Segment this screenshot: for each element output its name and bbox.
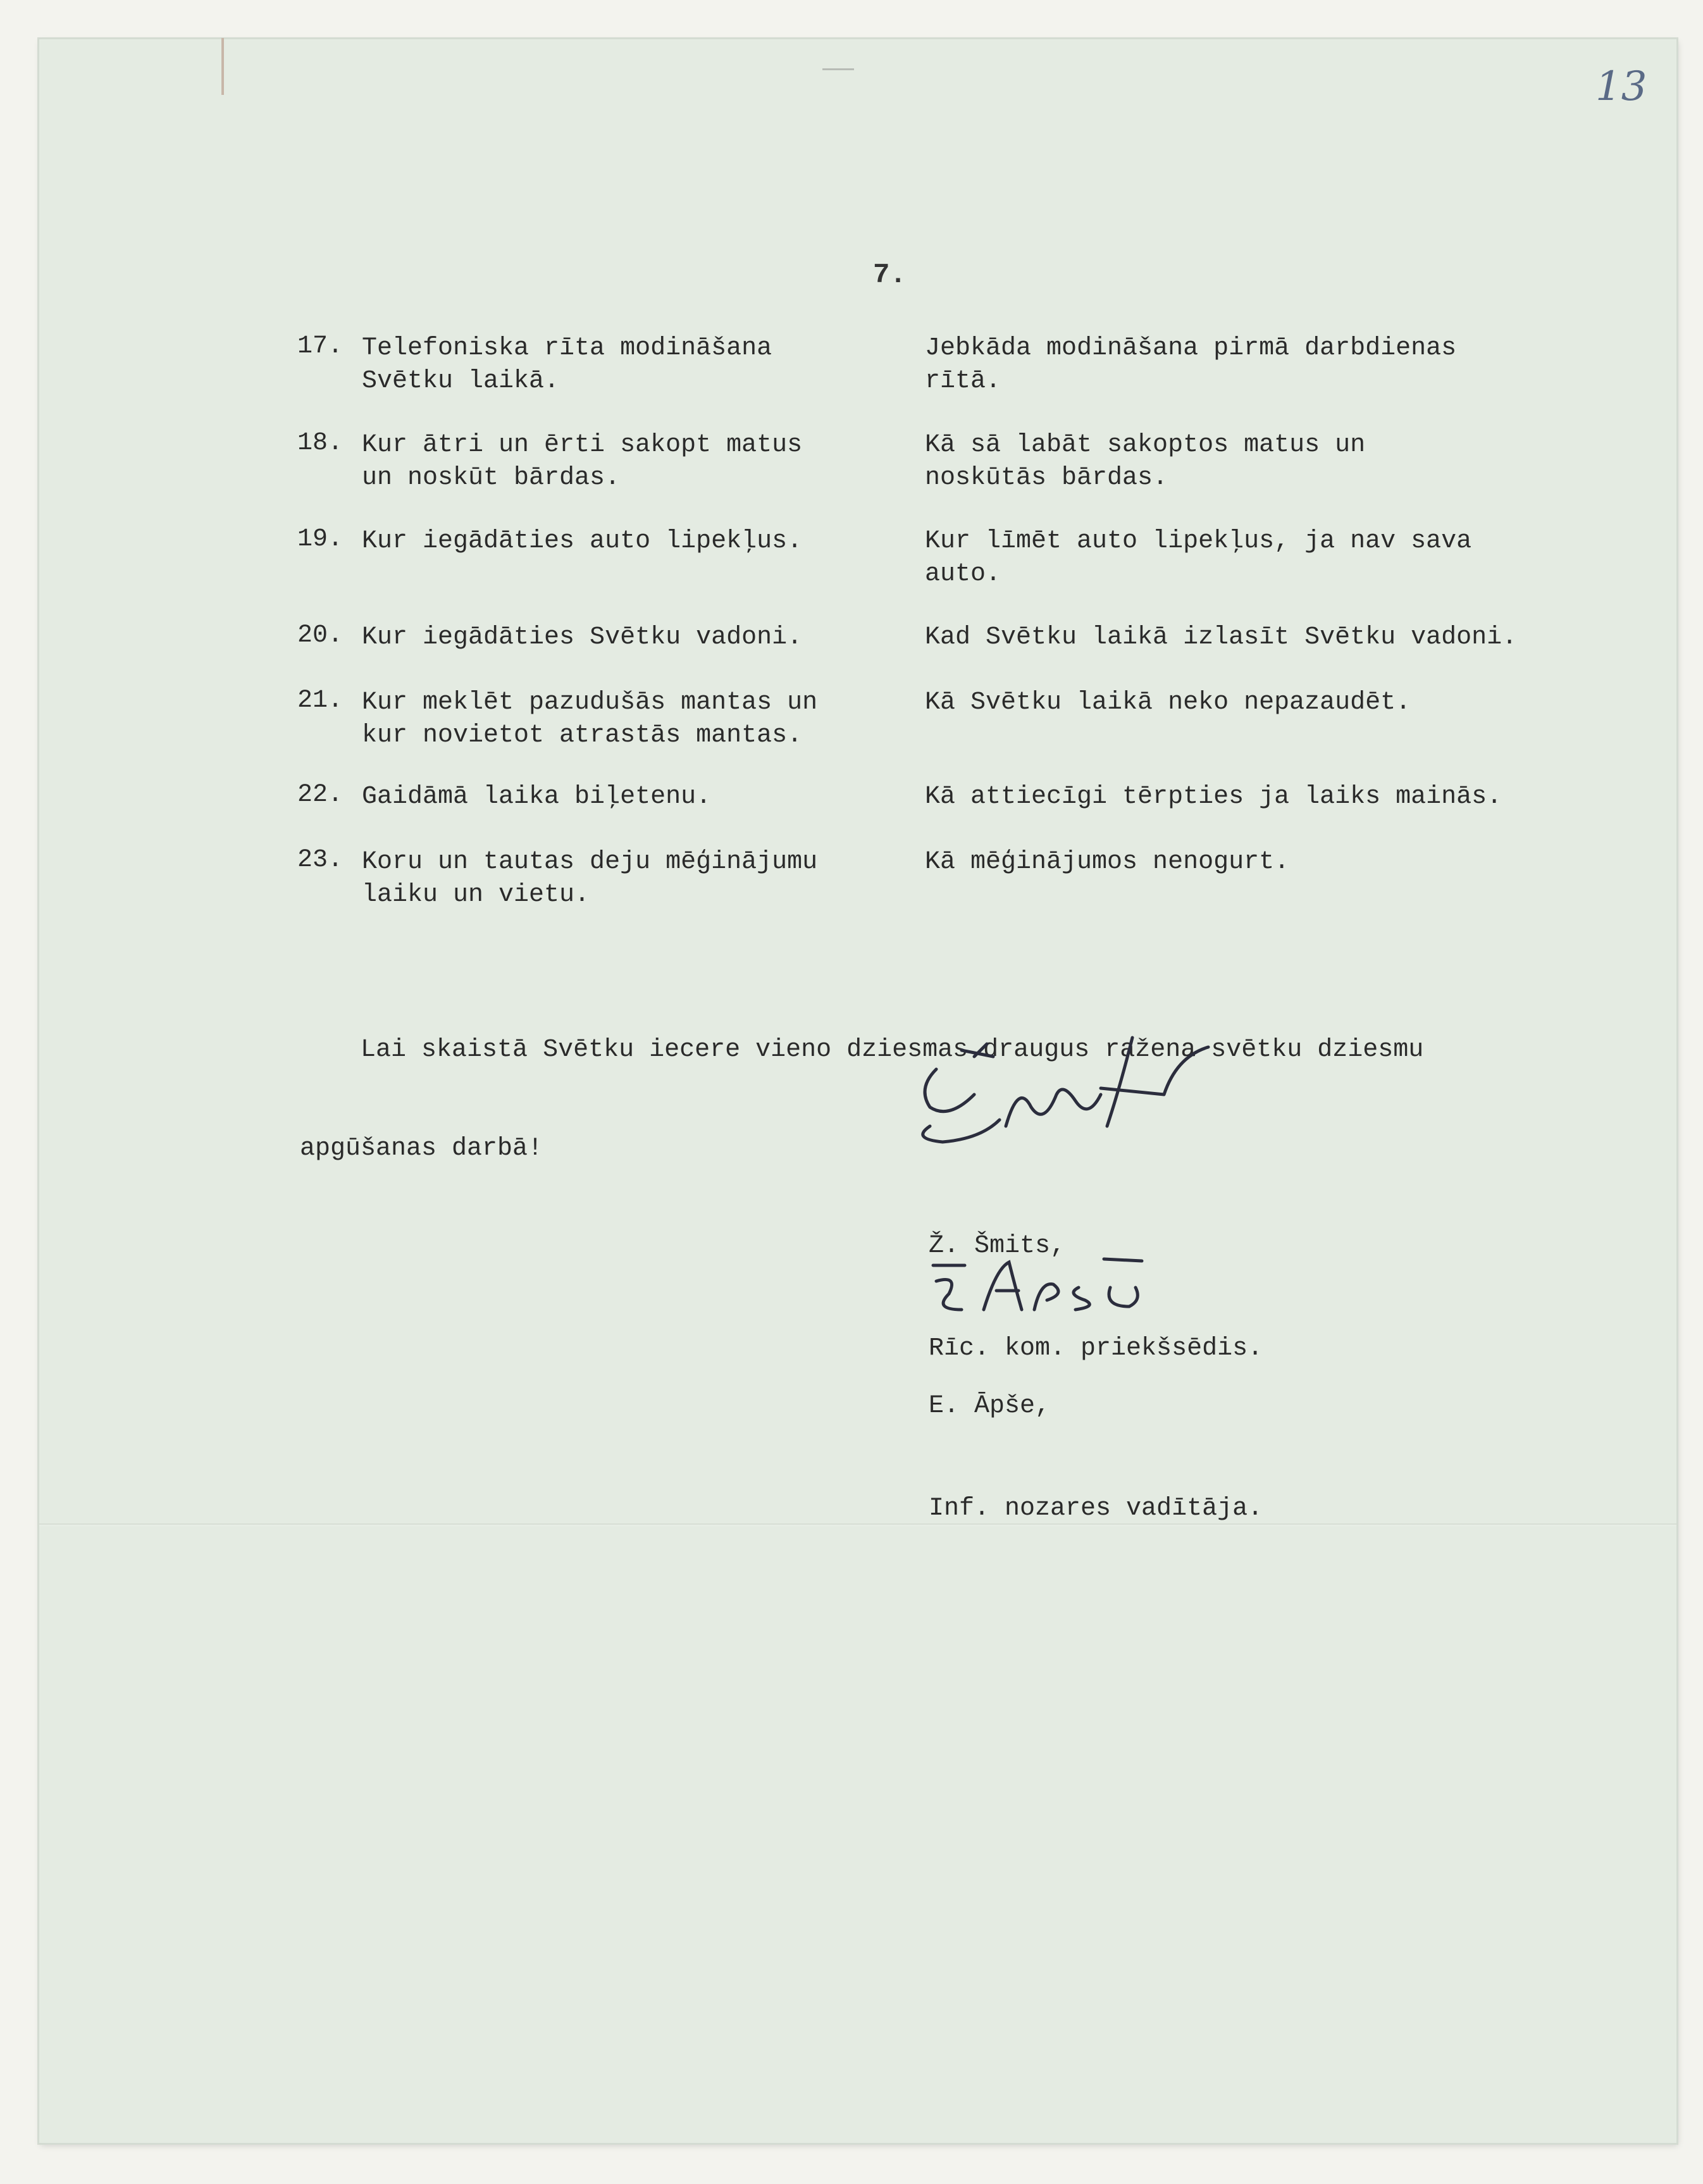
signatory-title: Rīc. kom. priekšsēdis.: [929, 1334, 1263, 1363]
item-question: Kur iegādāties Svētku vadoni.: [362, 623, 803, 652]
signatory-title: Inf. nozares vadītāja.: [929, 1494, 1263, 1523]
item-question: Gaidāmā laika biļetenu.: [362, 783, 712, 811]
item-answer: Jebkāda modināšana pirmā darbdienas rītā.: [925, 334, 1457, 395]
item-number: 21.: [297, 686, 344, 715]
signature-smits: [892, 1031, 1221, 1151]
item-number: 18.: [297, 429, 344, 457]
item-question: Kur ātri un ērti sakopt matus un noskūt bārdas.: [362, 431, 803, 492]
fold-line: [39, 1523, 1676, 1526]
closing-paragraph: Lai skaistā Svētku iecere vieno dziesmas draugus ražena svētku dziesmu apgūšanas darbā!: [300, 1036, 1424, 1163]
item-number: 22.: [297, 781, 344, 809]
item-number: 17.: [297, 332, 344, 361]
page-number: 7.: [873, 259, 907, 291]
signatory-name: Ž. Šmits,: [929, 1232, 1066, 1260]
item-answer: Kad Svētku laikā izlasīt Svētku vadoni.: [925, 623, 1518, 652]
paper-mark: [221, 38, 224, 95]
item-answer: Kā Svētku laikā neko nepazaudēt.: [925, 688, 1411, 717]
item-answer: Kā mēģinājumos nenogurt.: [925, 848, 1290, 876]
item-number: 20.: [297, 621, 344, 650]
archive-page-number: 13: [1595, 63, 1647, 110]
signatory-name: E. Āpše,: [929, 1392, 1051, 1420]
item-answer: Kur līmēt auto lipekļus, ja nav sava auto.: [925, 527, 1472, 588]
item-question: Kur iegādāties auto lipekļus.: [362, 527, 803, 555]
item-answer: Kā sā labāt sakoptos matus un noskūtās bārdas.: [925, 431, 1366, 492]
item-answer: Kā attiecīgi tērpties ja laiks mainās.: [925, 783, 1502, 811]
signatory-block: [929, 1321, 1263, 1560]
item-number: 23.: [297, 846, 344, 874]
item-number: 19.: [297, 525, 344, 554]
item-question: Telefoniska rīta modināšana Svētku laikā.: [362, 334, 772, 395]
item-question: Koru un tautas deju mēģinājumu laiku un vietu.: [362, 848, 818, 909]
paper-mark: [822, 68, 854, 70]
item-question: Kur meklēt pazudušās mantas un kur novietot atrastās mantas.: [362, 688, 818, 750]
signature-apse: [920, 1250, 1161, 1319]
